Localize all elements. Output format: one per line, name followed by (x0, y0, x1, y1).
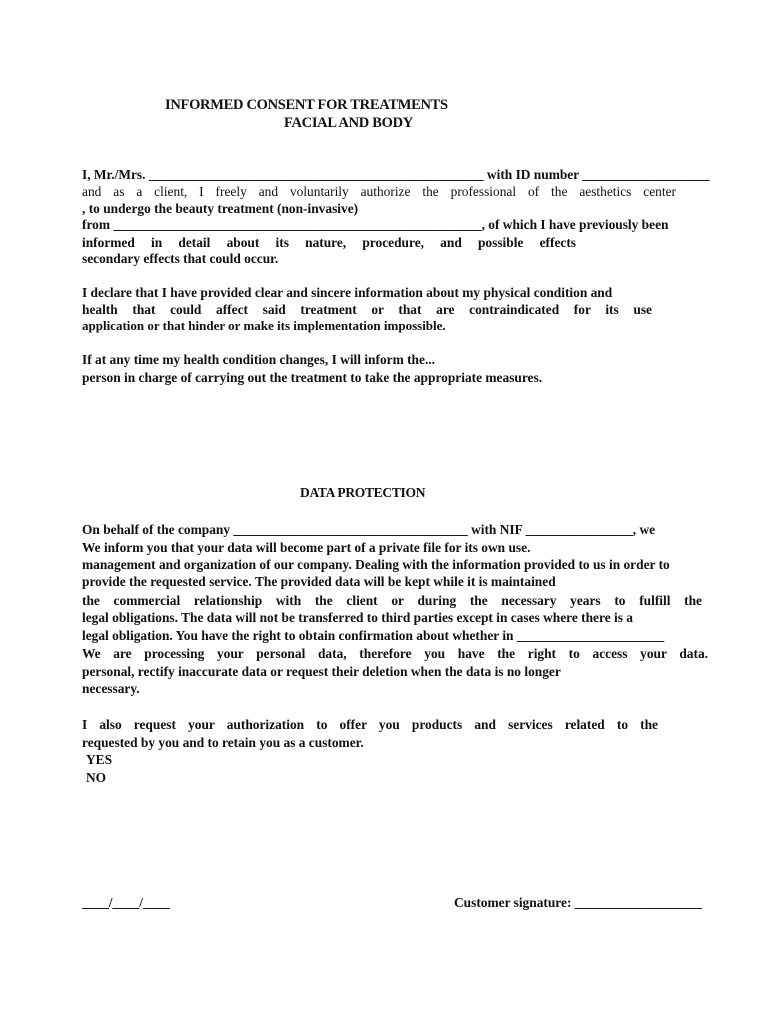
consent-line-2: and as a client, I freely and voluntarily authorize the professional of the aesthetics center (82, 184, 676, 199)
title-line-1: INFORMED CONSENT FOR TREATMENTS (165, 97, 448, 113)
authorization-line-2: requested by you and to retain you as a customer. (82, 735, 364, 750)
data-protection-line-6: legal obligations. The data will not be transferred to third parties except in cases where there is a (82, 610, 633, 625)
consent-line-6: secondary effects that could occur. (82, 251, 279, 266)
data-protection-line-5: the commercial relationship with the client or during the necessary years to fulfill the (82, 593, 702, 608)
authorization-line-1: I also request your authorization to offer you products and services related to the (82, 717, 658, 732)
date-field: ____/____/____ (82, 895, 170, 910)
data-protection-line-3: management and organization of our company. Dealing with the information provided to us in order to (82, 557, 670, 572)
data-protection-line-9: personal, rectify inaccurate data or request their deletion when the data is no longer (82, 664, 561, 679)
data-protection-line-2: We inform you that your data will become part of a private file for its own use. (82, 540, 531, 555)
data-protection-line-10: necessary. (82, 681, 140, 696)
authorization-yes: YES (86, 752, 113, 767)
data-protection-line-7: legal obligation. You have the right to obtain confirmation about whether in ______________________ (82, 628, 665, 643)
data-protection-line-1: On behalf of the company ___________________________________ with NIF ________________, we (82, 522, 656, 537)
data-protection-line-4: provide the requested service. The provided data will be kept while it is maintained (82, 574, 556, 589)
declaration-line-1: I declare that I have provided clear and sincere information about my physical condition and (82, 285, 613, 300)
data-protection-line-8: We are processing your personal data, therefore you have the right to access your data. (82, 646, 708, 661)
consent-line-5: informed in detail about its nature, procedure, and possible effects (82, 235, 576, 250)
authorization-no: NO (86, 770, 107, 785)
title-line-2: FACIAL AND BODY (284, 115, 413, 131)
declaration-line-2: health that could affect said treatment or that are contraindicated for its use (82, 302, 652, 317)
data-protection-heading: DATA PROTECTION (300, 485, 426, 500)
customer-signature-field: Customer signature: ___________________ (454, 895, 702, 910)
consent-line-4: from _______________________________________________________, of which I have previously been (82, 217, 669, 232)
declaration-line-3: application or that hinder or make its implementation impossible. (82, 318, 446, 333)
consent-line-3: , to undergo the beauty treatment (non-invasive) (82, 201, 359, 216)
consent-line-1: I, Mr./Mrs. __________________________________________________ with ID number ___________________ (82, 167, 710, 182)
health-change-line-1: If at any time my health condition changes, I will inform the... (82, 352, 435, 367)
health-change-line-2: person in charge of carrying out the treatment to take the appropriate measures. (82, 370, 543, 385)
